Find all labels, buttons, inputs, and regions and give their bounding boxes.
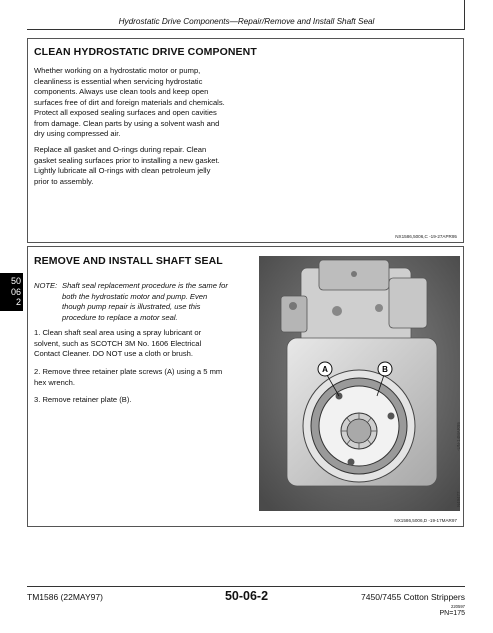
- section-shaft-seal: [27, 246, 464, 527]
- text-line: surfaces free of dirt and foreign materials and chemicals.: [34, 97, 225, 107]
- footer-pn: PN=175: [439, 610, 465, 617]
- header-rule: [27, 29, 465, 30]
- section-title: REMOVE AND INSTALL SHAFT SEAL: [34, 255, 223, 267]
- text-line: 1. Clean shaft seal area using a spray lubricant or: [34, 328, 202, 337]
- step-1: [34, 328, 201, 360]
- text-line: cleanliness is essential when servicing hydrostatic: [34, 76, 203, 86]
- note-label: NOTE:: [34, 281, 58, 290]
- pump-figure: [259, 256, 460, 511]
- tab-line: 2: [15, 297, 21, 307]
- text-line: hex wrench.: [34, 377, 75, 387]
- paragraph-gaskets: [34, 145, 220, 187]
- section-clean-components: [27, 38, 464, 243]
- section-tab: [0, 273, 23, 311]
- reference-code: NX1586,5006,D -19-17MAR97: [394, 518, 457, 523]
- hydrostatic-pump-photo: [259, 256, 460, 511]
- text-line: Replace all gasket and O-rings during repair. Clean: [34, 145, 207, 154]
- text-line: Contact Cleaner. DO NOT use a cloth or brush.: [34, 349, 193, 358]
- text-line: both the hydrostatic motor and pump. Even: [62, 291, 208, 301]
- text-line: Shaft seal replacement procedure is the same for: [62, 281, 228, 290]
- text-line: dry using compressed air.: [34, 129, 121, 138]
- step-2: [34, 367, 222, 388]
- text-line: solvent, such as SCOTCH 3M No. 1606 Electrical: [34, 338, 202, 348]
- text-line: 3. Remove retainer plate (B).: [34, 395, 132, 404]
- callout-b: B: [382, 365, 388, 374]
- step-3: [34, 395, 132, 406]
- text-line: Protect all exposed sealing surfaces and open cavities: [34, 108, 217, 117]
- text-line: 2. Remove three retainer plate screws (A) using a 5 mm: [34, 367, 223, 376]
- tab-line: 06: [10, 286, 21, 297]
- footer-rule: [27, 586, 465, 587]
- text-line: components. Always use clean tools and keep open: [34, 87, 209, 96]
- section-title: CLEAN HYDROSTATIC DRIVE COMPONENT: [34, 46, 257, 58]
- text-line: prior to assembly.: [34, 176, 94, 186]
- footer-date-code: 220597: [451, 604, 465, 609]
- figure-code-bottom: N49477: [456, 491, 461, 507]
- text-line: from damage. Clean parts by using a solvent wash and: [34, 118, 220, 128]
- footer-product: 7450/7455 Cotton Strippers: [361, 592, 465, 602]
- note-block: [34, 281, 266, 323]
- text-line: though pump repair is illustrated, use this: [62, 302, 201, 311]
- text-line: Whether working on a hydrostatic motor or pump,: [34, 66, 201, 75]
- text-line: gasket sealing surfaces prior to installing a new gasket.: [34, 155, 220, 165]
- text-line: procedure to replace a motor seal.: [62, 312, 178, 322]
- callout-a: A: [322, 365, 328, 374]
- figure-code-top: -UN-14MAR95: [456, 422, 461, 451]
- footer-manual-id: TM1586 (22MAY97): [27, 592, 103, 602]
- paragraph-cleanliness: [34, 66, 225, 140]
- reference-code: NX1586,5006,C -19-27APR95: [395, 234, 457, 239]
- tab-line: 50: [10, 276, 21, 286]
- page-header-title: Hydrostatic Drive Components—Repair/Remove and Install Shaft Seal: [118, 17, 375, 26]
- page-number: 50-06-2: [224, 589, 269, 603]
- text-line: Lightly lubricate all O-rings with clean petroleum jelly: [34, 166, 211, 175]
